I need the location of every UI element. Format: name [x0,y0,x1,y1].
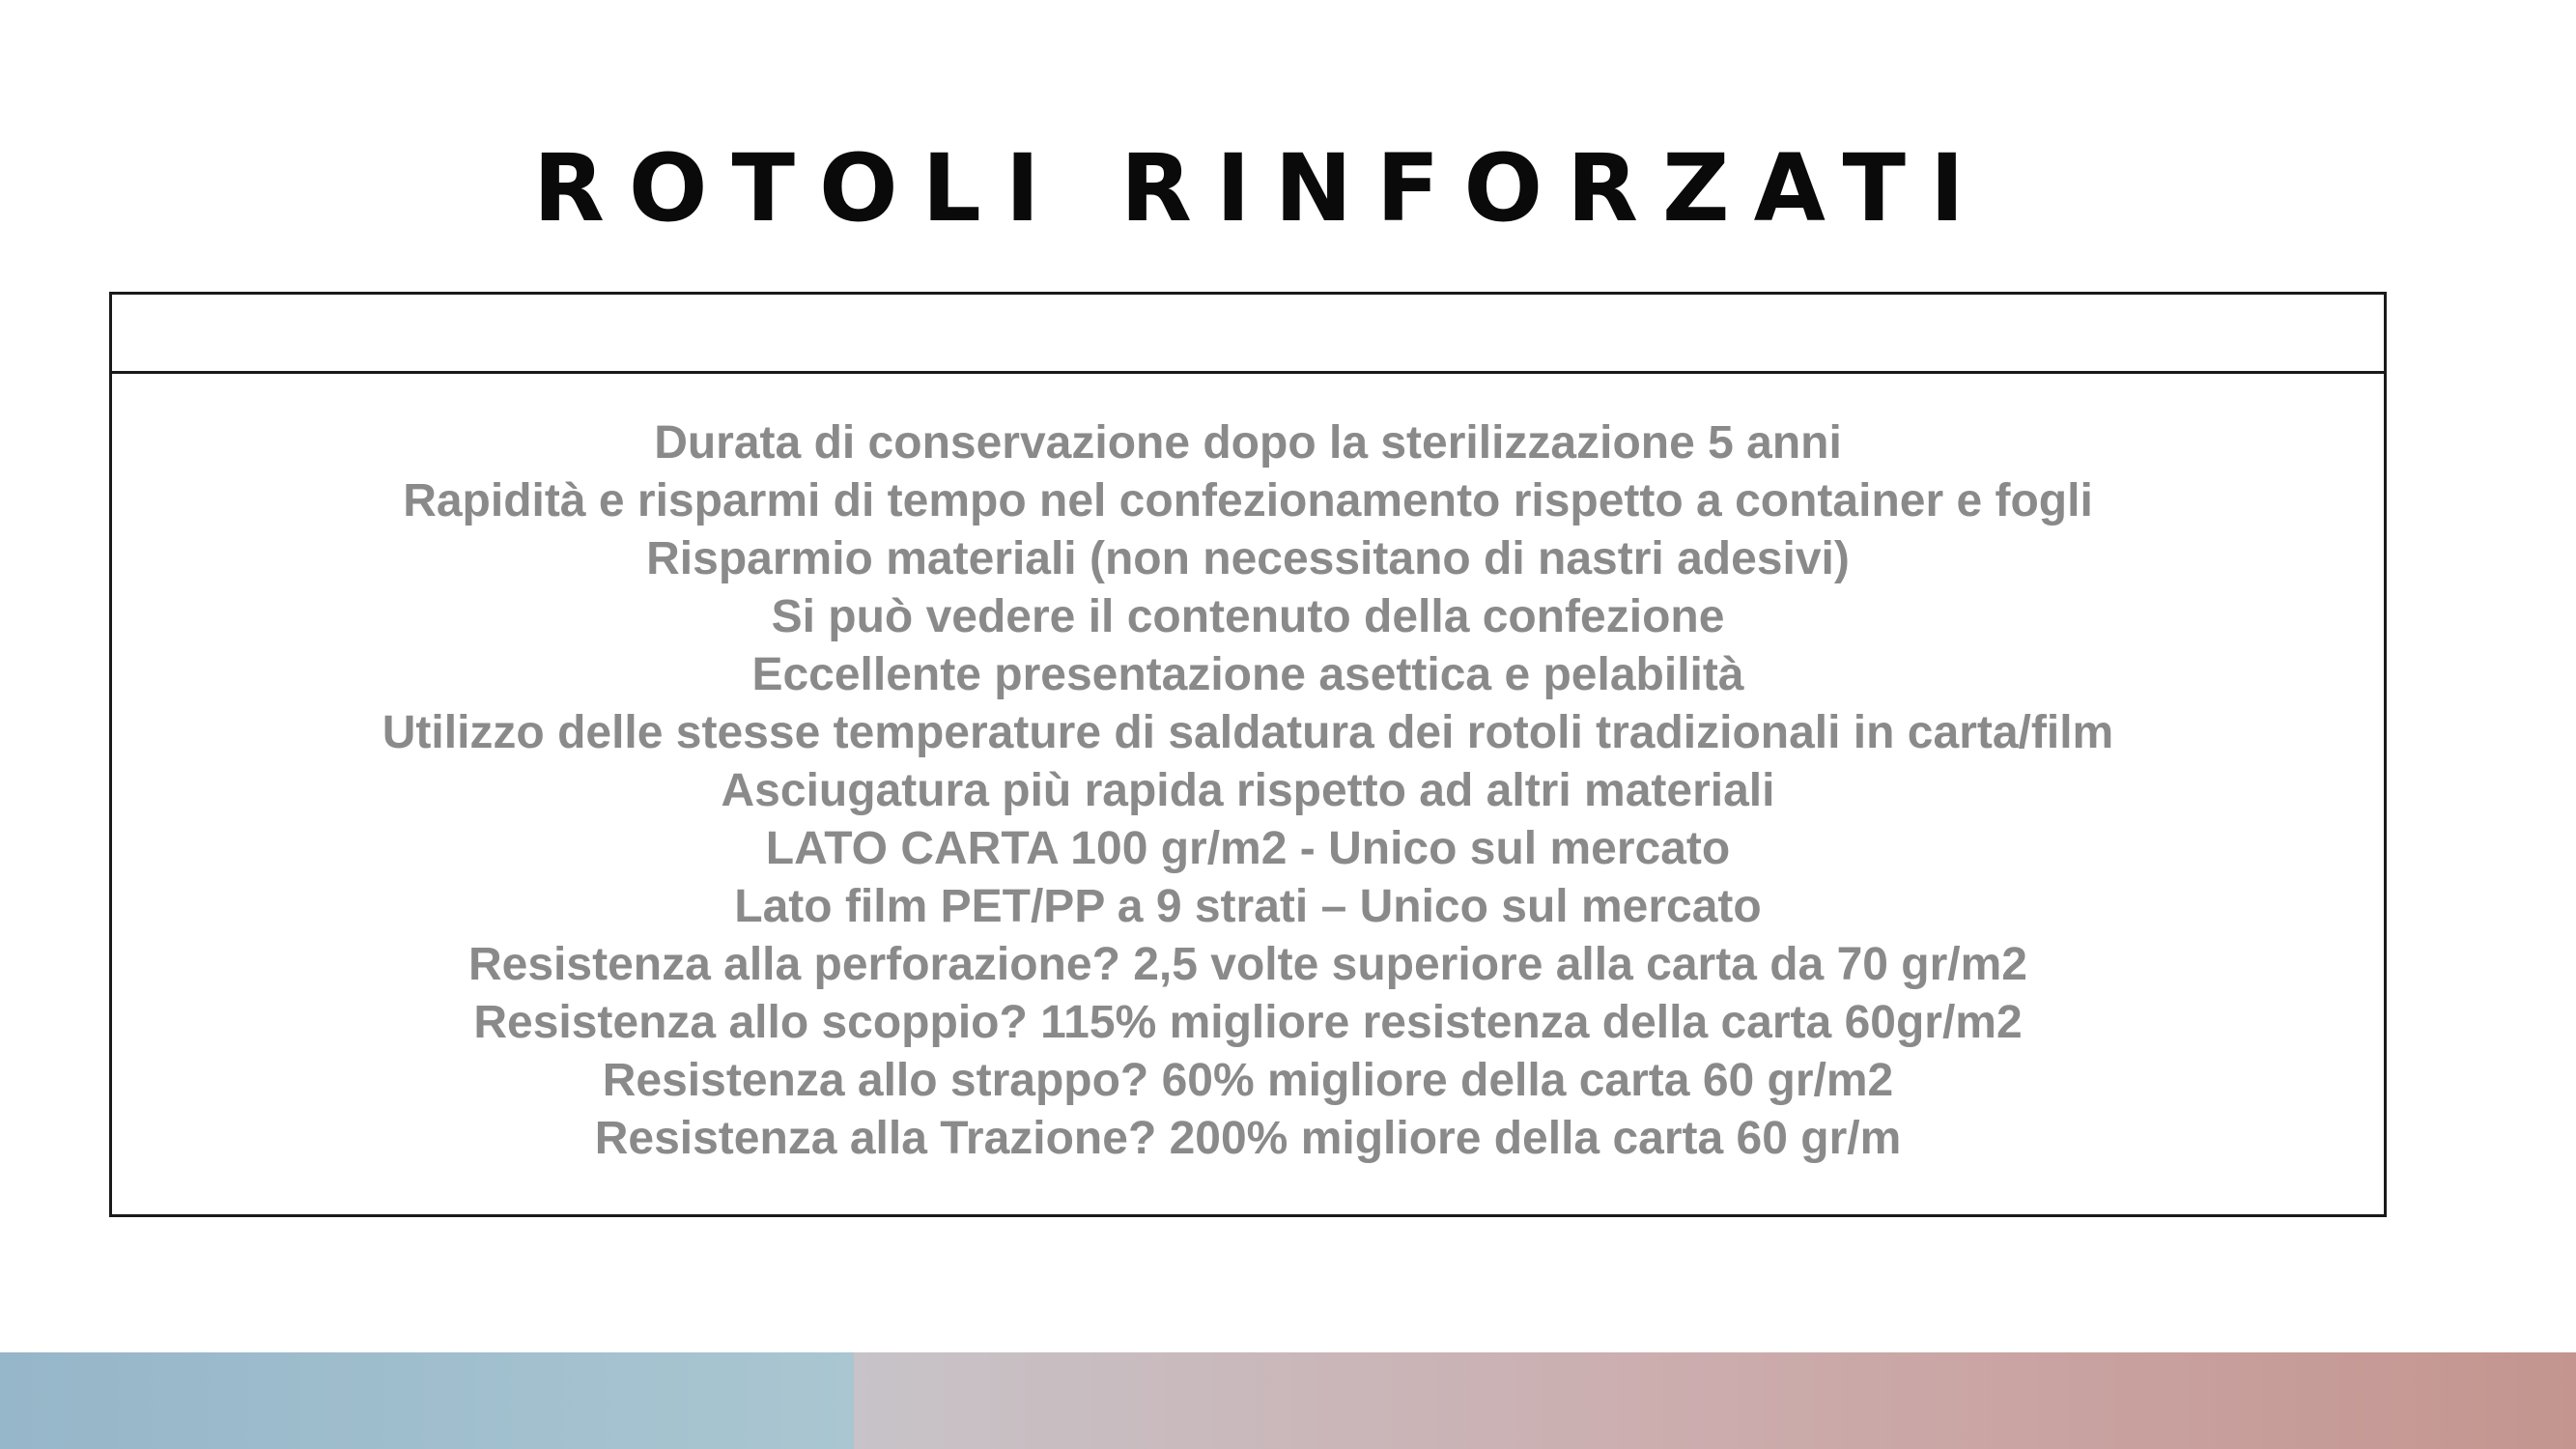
feature-line: Rapidità e risparmi di tempo nel confezionamento rispetto a container e fogli [403,475,2093,526]
feature-line: Resistenza allo scoppio? 115% migliore resistenza della carta 60gr/m2 [473,997,2023,1048]
feature-line: LATO CARTA 100 gr/m2 - Unico sul mercato [765,823,1731,874]
features-table [109,292,2387,1217]
features-list [112,414,2384,1168]
feature-line: Eccellente presentazione asettica e pelabilità [751,649,1744,700]
feature-line: Resistenza alla Trazione? 200% migliore della carta 60 gr/m [594,1113,1902,1164]
feature-line: Utilizzo delle stesse temperature di saldatura dei rotoli tradizionali in carta/film [382,707,2114,758]
feature-line: Resistenza alla perforazione? 2,5 volte superiore alla carta da 70 gr/m2 [468,939,2027,990]
feature-line: Asciugatura più rapida rispetto ad altri materiali [721,765,1775,816]
footer-bar-blue [0,1352,854,1449]
footer-bar-rose [854,1352,2576,1449]
table-body-cell [112,374,2384,1168]
feature-line: Lato film PET/PP a 9 strati – Unico sul mercato [734,881,1762,932]
table-header-row [112,295,2384,374]
feature-line: Risparmio materiali (non necessitano di nastri adesivi) [646,533,1850,584]
feature-line: Si può vedere il contenuto della confezione [771,591,1725,642]
feature-line: Resistenza allo strappo? 60% migliore della carta 60 gr/m2 [602,1055,1894,1106]
feature-line: Durata di conservazione dopo la sterilizzazione 5 anni [654,417,1842,469]
slide-title: ROTOLI RINFORZATI [533,134,1989,242]
